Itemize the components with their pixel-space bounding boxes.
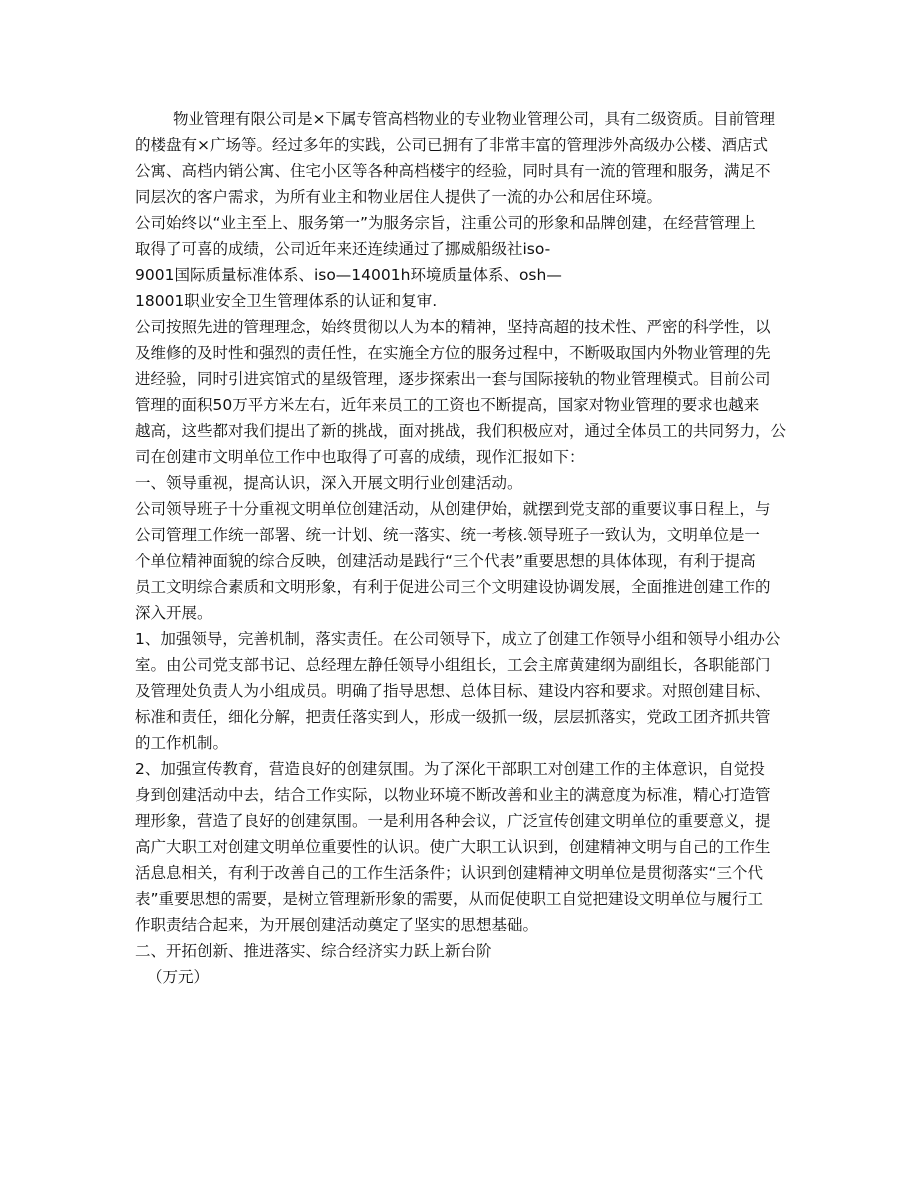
paragraph-line: 的楼盘有×广场等。经过多年的实践，公司已拥有了非常丰富的管理涉外高级办公楼、酒店式 — [135, 136, 768, 154]
paragraph-line: 作职责结合起来，为开展创建活动奠定了坚实的思想基础。 — [135, 916, 539, 934]
section-heading: 一、领导重视，提高认识，深入开展文明行业创建活动。 — [135, 474, 523, 492]
paragraph-line: 深入开展。 — [135, 604, 213, 622]
paragraph-line: 员工文明综合素质和文明形象，有利于促进公司三个文明建设协调发展，全面推进创建工作的 — [135, 578, 771, 596]
paragraph-line: 标准和责任，细化分解，把责任落实到人，形成一级抓一级，层层抓落实，党政工团齐抓共管 — [135, 708, 771, 726]
paragraph-line: 进经验，同时引进宾馆式的星级管理，逐步探索出一套与国际接轨的物业管理模式。目前公司 — [135, 370, 771, 388]
paragraph-line: 司在创建市文明单位工作中也取得了可喜的成绩，现作汇报如下： — [135, 448, 585, 466]
paragraph-line: 同层次的客户需求，为所有业主和物业居住人提供了一流的办公和居住环境。 — [135, 188, 663, 206]
paragraph-line: 9001国际质量标准体系、iso—14001h环境质量体系、osh— — [135, 266, 562, 284]
paragraph-line: 室。由公司党支部书记、总经理左静任领导小组组长，工会主席黄建纲为副组长，各职能部门 — [135, 656, 771, 674]
paragraph-line: 1、加强领导，完善机制，落实责任。在公司领导下，成立了创建工作领导小组和领导小组办公 — [135, 630, 781, 648]
paragraph-line: 高广大职工对创建文明单位重要性的认识。使广大职工认识到，创建精神文明与自己的工作生 — [135, 838, 771, 856]
paragraph-line: 取得了可喜的成绩，公司近年来还连续通过了挪威船级社iso- — [135, 240, 551, 258]
paragraph-line: 个单位精神面貌的综合反映，创建活动是践行“三个代表”重要思想的具体体现，有利于提高 — [135, 552, 756, 570]
paragraph-line: 的工作机制。 — [135, 734, 229, 752]
paragraph-line: 表”重要思想的需要，是树立管理新形象的需要，从而促使职工自觉把建设文明单位与履行工 — [135, 890, 764, 908]
section-heading: 二、开拓创新、推进落实、综合经济实力跃上新台阶 — [135, 942, 492, 960]
paragraph-line: 公司领导班子十分重视文明单位创建活动，从创建伊始，就摆到党支部的重要议事日程上，与 — [135, 500, 771, 518]
paragraph-line: 及维修的及时性和强烈的责任性，在实施全方位的服务过程中，不断吸取国内外物业管理的先 — [135, 344, 771, 362]
paragraph-line: 越高，这些都对我们提出了新的挑战，面对挑战，我们积极应对，通过全体员工的共同努力，公 — [135, 422, 787, 440]
document-body — [135, 106, 787, 990]
paragraph-line: 物业管理有限公司是×下属专管高档物业的专业物业管理公司，具有二级资质。目前管理 — [173, 110, 775, 128]
paragraph-line: 管理的面积50万平方米左右，近年来员工的工资也不断提高，国家对物业管理的要求也越来 — [135, 396, 760, 414]
paragraph-line: 公司始终以“业主至上、服务第一”为服务宗旨，注重公司的形象和品牌创建，在经营管理上 — [135, 214, 756, 232]
paragraph-line: 2、加强宣传教育，营造良好的创建氛围。为了深化干部职工对创建工作的主体意识，自觉投 — [135, 760, 765, 778]
paragraph-line: 活息息相关，有利于改善自己的工作生活条件；认识到创建精神文明单位是贯彻落实“三个代 — [135, 864, 764, 882]
paragraph-line: 公司管理工作统一部署、统一计划、统一落实、统一考核.领导班子一致认为，文明单位是一 — [135, 526, 760, 544]
paragraph-line: 身到创建活动中去，结合工作实际，以物业环境不断改善和业主的满意度为标准，精心打造管 — [135, 786, 771, 804]
paragraph-line: 18001职业安全卫生管理体系的认证和复审. — [135, 292, 438, 310]
paragraph-line: 及管理处负责人为小组成员。明确了指导思想、总体目标、建设内容和要求。对照创建目标、 — [135, 682, 771, 700]
paragraph-line: 公司按照先进的管理理念，始终贯彻以人为本的精神，坚持高超的技术性、严密的科学性，以 — [135, 318, 771, 336]
paragraph-line: 公寓、高档内销公寓、住宅小区等各种高档楼宇的经验，同时具有一流的管理和服务，满足不 — [135, 162, 771, 180]
paragraph-line: 理形象，营造了良好的创建氛围。一是利用各种会议，广泛宣传创建文明单位的重要意义，提 — [135, 812, 771, 830]
unit-label: （万元） — [147, 968, 210, 986]
